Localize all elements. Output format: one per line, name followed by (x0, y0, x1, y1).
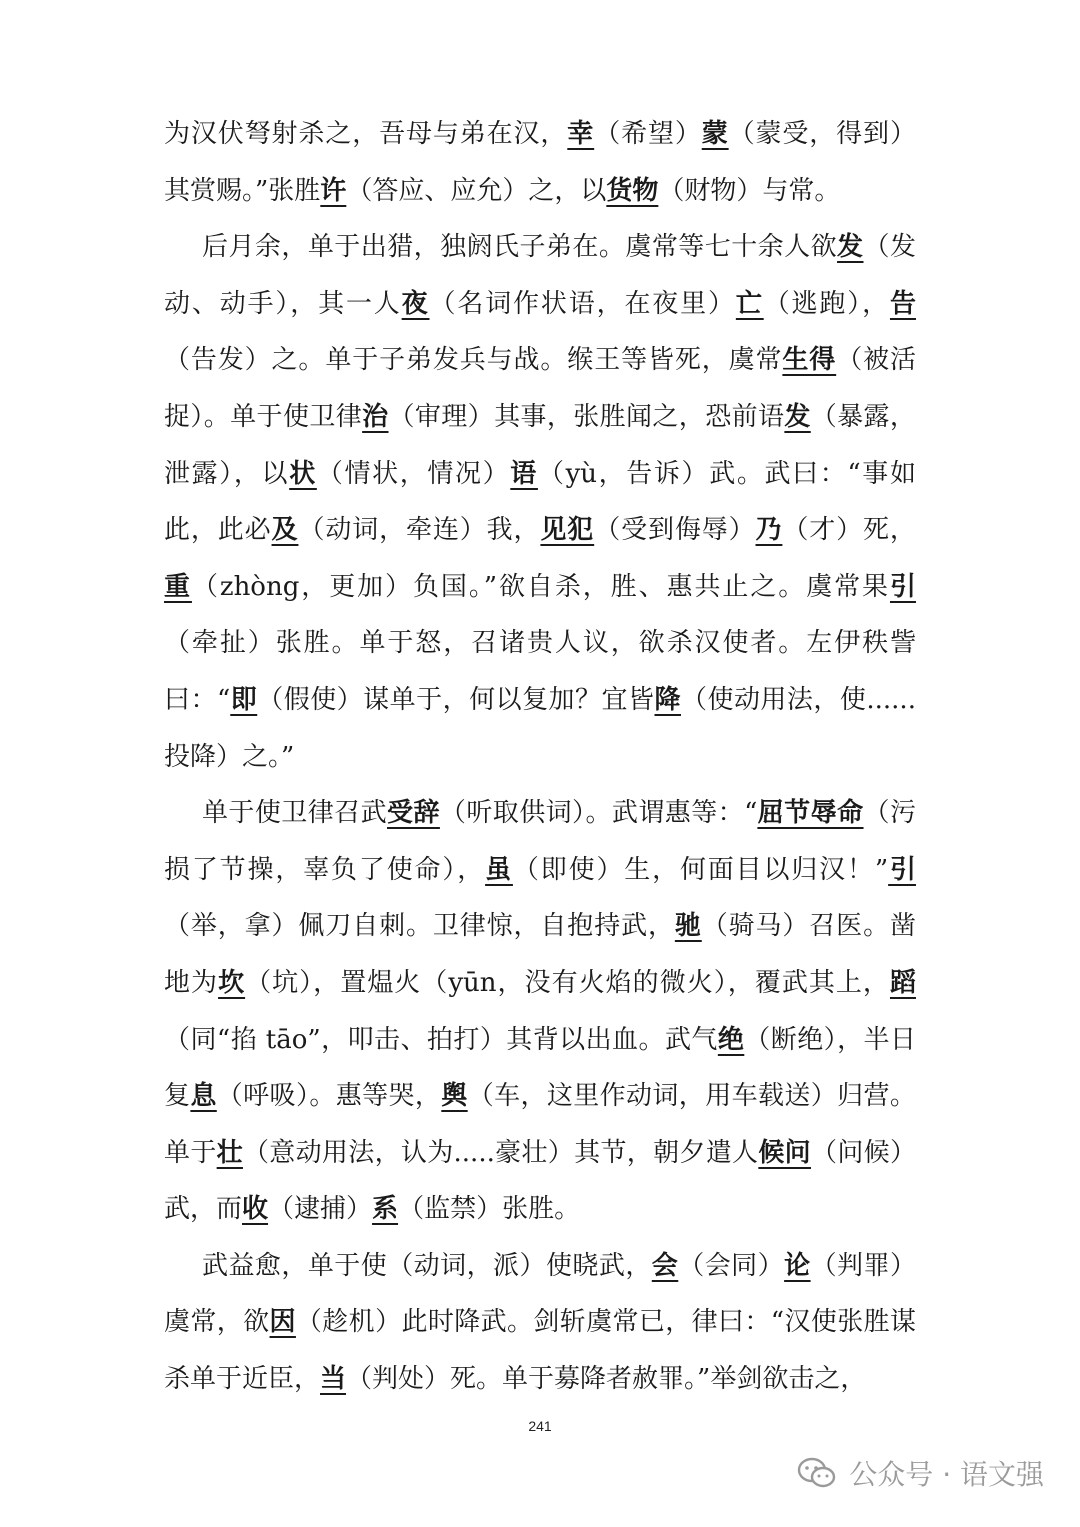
annotated-word: 重 (164, 571, 192, 602)
text-segment: （名词作状语，在夜里） (429, 288, 736, 319)
annotated-word: 绝 (717, 1024, 745, 1055)
annotated-word: 引 (888, 854, 916, 885)
text-segment: （逮捕） (268, 1194, 373, 1225)
watermark-text: 公众号 · 语文强 (849, 1458, 1044, 1491)
annotated-word: 语 (510, 458, 538, 489)
paragraph (164, 219, 916, 785)
text-segment: （动词，牵连）我， (298, 515, 541, 546)
annotated-word: 坎 (218, 967, 246, 998)
annotated-word: 收 (242, 1194, 269, 1225)
annotated-word: 幸 (567, 119, 595, 149)
text-segment: （趁机）此时降武。剑斩虞常已，律曰：“汉使张胜谋杀单于近臣， (164, 1307, 916, 1395)
text-segment: （假使）谋单于，何以复加？宜皆 (257, 684, 655, 715)
text-segment: （意动用法，认为.....豪壮）其节，朝夕遣人 (242, 1137, 759, 1168)
text-segment: （zhòng，更加）负国。”欲自杀，胜、惠共止之。虞常果 (191, 571, 890, 602)
text-segment: （财物）与常。 (658, 175, 841, 206)
annotated-word: 蒙 (701, 119, 729, 149)
text-segment: （审理）其事，张胜闻之，恐前语 (388, 401, 785, 432)
wechat-icon (797, 1457, 837, 1489)
text-segment: （骑马）召医。凿地为 (164, 911, 916, 998)
text-segment: （断绝），半日复 (164, 1024, 916, 1112)
annotated-word: 许 (320, 175, 347, 206)
text-segment: （呼吸）。惠等哭， (216, 1081, 442, 1112)
annotated-word: 引 (889, 571, 916, 602)
annotated-word: 降 (654, 684, 681, 715)
annotated-word: 告 (889, 288, 916, 319)
annotated-word: 发 (784, 401, 811, 432)
text-segment: （问候）武，而 (164, 1137, 916, 1225)
text-segment: （希望） (594, 119, 702, 149)
annotated-word: 见犯 (540, 515, 595, 546)
text-segment: （会同） (678, 1250, 785, 1281)
annotated-word: 舆 (441, 1081, 468, 1112)
text-segment: （蒙受，得到）其赏赐。”张胜 (164, 119, 916, 206)
annotated-word: 驰 (674, 911, 702, 942)
page-number: 241 (528, 1418, 552, 1434)
text-segment: （情状，情况） (316, 458, 511, 489)
text-segment: 为汉伏弩射杀之，吾母与弟在汉， (164, 119, 568, 149)
annotated-word: 受辞 (387, 798, 440, 829)
annotated-word: 生得 (782, 345, 837, 376)
text-segment: （坑），置煴火（yūn，没有火焰的微火），覆武其上， (245, 967, 890, 998)
annotated-word: 状 (289, 458, 317, 489)
text-segment: （发动、动手），其一人 (164, 232, 916, 319)
annotated-word: 论 (784, 1250, 811, 1281)
text-segment: （受到侮辱） (594, 515, 756, 546)
text-segment: （车，这里作动词，用车载送）归营。单于 (164, 1081, 916, 1168)
annotated-word: 会 (651, 1250, 679, 1281)
text-segment: 武益愈，单于使（动词，派）使晓武， (202, 1250, 652, 1281)
annotated-word: 乃 (755, 515, 783, 546)
text-segment: （举，拿）佩刀自刺。卫律惊，自抱持武， (164, 911, 675, 942)
text-segment: （即使）生，何面目以归汉！” (512, 854, 889, 885)
annotated-word: 因 (269, 1307, 296, 1338)
text-segment: （污损了节操，辜负了使命）， (164, 798, 916, 885)
annotated-word: 亡 (735, 288, 764, 319)
text-segment: （逃跑）， (763, 288, 890, 319)
annotated-word: 货物 (606, 175, 659, 206)
annotated-word: 壮 (216, 1137, 243, 1168)
text-segment: （使动用法，使......投降）之。” (164, 684, 916, 772)
text-segment: （判罪）虞常，欲 (164, 1250, 916, 1338)
text-segment: （判处）死。单于募降者赦罪。”举剑欲击之， (346, 1364, 867, 1395)
text-segment: （牵扯）张胜。单于怒，召诸贵人议，欲杀汉使者。左伊秩訾曰：“ (164, 628, 916, 715)
annotated-word: 蹈 (889, 967, 916, 998)
annotated-word: 治 (362, 401, 389, 432)
text-segment: （才）死， (782, 515, 916, 546)
text-segment: （被活捉）。单于使卫律 (164, 345, 916, 432)
annotated-word: 夜 (401, 288, 430, 319)
annotated-word: 当 (320, 1364, 347, 1395)
document-body (164, 106, 916, 1408)
text-segment: 单于使卫律召武 (202, 798, 388, 829)
annotated-word: 系 (372, 1194, 399, 1225)
paragraph (164, 1238, 916, 1408)
annotated-word: 屈节辱命 (757, 798, 864, 829)
annotated-word: 发 (837, 232, 864, 263)
annotated-word: 息 (190, 1081, 217, 1112)
text-segment: （yù，告诉）武。武曰：“事如此，此必 (164, 458, 916, 546)
text-segment: 后月余，单于出猎，独阏氏子弟在。虞常等七十余人欲 (202, 232, 838, 263)
annotated-word: 及 (271, 515, 299, 546)
annotated-word: 候问 (758, 1137, 811, 1168)
paragraph (164, 106, 916, 219)
annotated-word: 虽 (485, 854, 513, 885)
paragraph (164, 785, 916, 1238)
annotated-word: 即 (230, 684, 258, 715)
text-segment: （告发）之。单于子弟发兵与战。缑王等皆死，虞常 (164, 345, 783, 376)
text-segment: （听取供词）。武谓惠等：“ (439, 798, 758, 829)
text-segment: （暴露，泄露），以 (164, 401, 916, 489)
watermark (797, 1453, 1044, 1493)
text-segment: （答应、应允）之，以 (346, 175, 607, 206)
text-segment: （同“掐 tāo”，叩击、拍打）其背以出血。武气 (164, 1024, 718, 1055)
text-segment: （监禁）张胜。 (398, 1194, 581, 1225)
